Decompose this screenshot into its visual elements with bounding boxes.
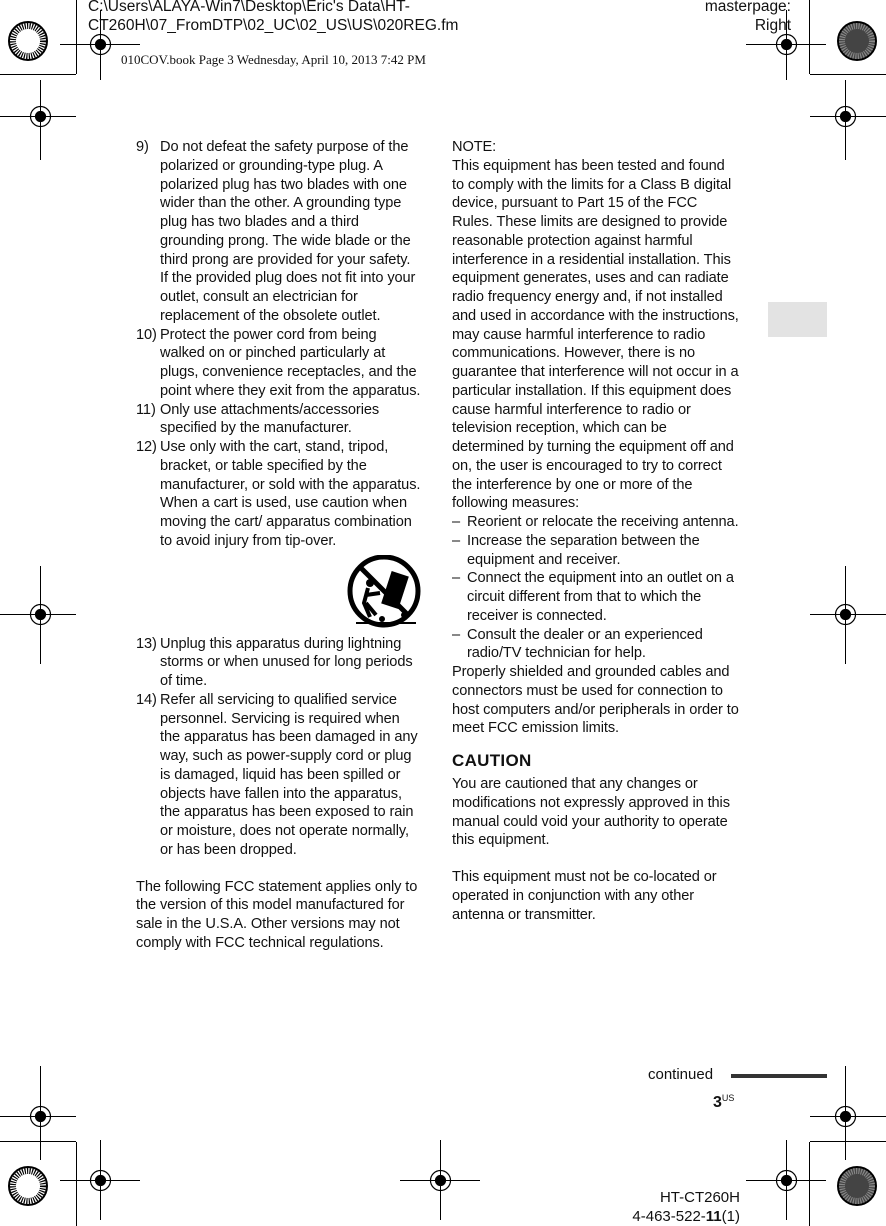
caution-heading: CAUTION xyxy=(452,751,532,770)
measure-text: Consult the dealer or an experienced radio/TV technician for help. xyxy=(467,626,703,662)
file-path-line2: CT260H\07_FromDTP\02_UC\02_US\US\020REG.fm xyxy=(88,17,459,34)
list-item xyxy=(136,138,422,326)
item-number: 12) xyxy=(136,439,157,455)
continued-rule xyxy=(731,1074,827,1078)
item-text: Only use attachments/accessories specified by the manufacturer. xyxy=(160,401,380,437)
dash-marker: – xyxy=(452,532,461,549)
measure-text: Connect the equipment into an outlet on a circuit different from that to which the receiver is connected. xyxy=(467,570,734,624)
list-item xyxy=(136,635,422,691)
cart-tip-over-warning-icon xyxy=(346,555,422,631)
dash-marker: – xyxy=(452,570,461,587)
measure-item xyxy=(452,513,740,532)
part-number-revision: 11 xyxy=(705,1208,722,1225)
colocation-text: This equipment must not be co-located or operated in conjunction with any other antenna or transmitter. xyxy=(452,869,717,923)
list-item xyxy=(136,438,422,551)
measure-item xyxy=(452,569,740,625)
dash-marker: – xyxy=(452,514,461,530)
note-label: NOTE: xyxy=(452,139,497,155)
list-item xyxy=(136,326,422,401)
item-number: 10) xyxy=(136,326,157,343)
item-text: Unplug this apparatus during lightning storms or when unused for long periods of time. xyxy=(160,635,413,689)
list-item xyxy=(136,691,422,860)
continued-label: continued xyxy=(648,1066,714,1083)
caution-text: You are cautioned that any changes or modifications not expressly approved in this manual could void your authority to operate this equipment. xyxy=(452,776,730,849)
item-text: Refer all servicing to qualified service personnel. Servicing is required when the apparatus has been damaged in any way, such as power-supply cord or plug is damaged, liquid has been spilled or objects have fallen into the apparatus, the apparatus has been exposed to rain or moisture, does not operate normally, or has been dropped. xyxy=(160,691,418,858)
shielded-cables-text: Properly shielded and grounded cables and connectors must be used for connection to host computers and/or peripherals in order to meet FCC emission limits. xyxy=(452,664,739,737)
item-number: 14) xyxy=(136,691,157,708)
masterpage-value: Right xyxy=(754,17,791,34)
note-text: This equipment has been tested and found to comply with the limits for a Class B digital device, pursuant to Part 15 of the FCC Rules. These limits are designed to provide reasonable protection against harmful interference in a residential installation. This equipment generates, uses and can radiate radio frequency energy and, if not installed and used in accordance with the instructions, may cause harmful interference to radio communications. However, there is no guarantee that interference will not occur in a particular installation. If this equipment does cause harmful interference to radio or television reception, which can be determined by turning the equipment off and on, the user is encouraged to try to correct the interference by one or more of the following measures: xyxy=(452,157,739,512)
cart-warning-figure xyxy=(136,551,422,635)
item-text: Use only with the cart, stand, tripod, bracket, or table specified by the manufacturer, or sold with the apparatus. When a cart is used, use caution when moving the cart/ apparatus combination to avoid injury from tip-over. xyxy=(160,439,421,549)
list-item xyxy=(136,401,422,439)
measure-item xyxy=(452,532,740,570)
measure-text: Reorient or relocate the receiving antenna. xyxy=(467,514,739,530)
dash-marker: – xyxy=(452,626,461,643)
page-suffix: US xyxy=(721,1093,735,1103)
section-index-tab xyxy=(768,302,827,337)
part-number-prefix: 4-463-522- xyxy=(632,1208,706,1225)
file-path-line1: C:\Users\ALAYA-Win7\Desktop\Eric's Data\HT- xyxy=(88,0,410,15)
fcc-statement: The following FCC statement applies only to the version of this model manufactured for sale in the U.S.A. Other versions may not comply with FCC technical regulations. xyxy=(136,878,418,951)
item-text: Do not defeat the safety purpose of the polarized or grounding-type plug. A polarized plug has two blades with one wider than the other. A grounding type plug has two blades and a third grounding prong. The wide blade or the third prong are provided for your safety. If the provided plug does not fit into your outlet, consult an electrician for replacement of the obsolete outlet. xyxy=(160,139,416,324)
page-number xyxy=(713,1094,734,1112)
page-number-value: 3 xyxy=(713,1094,722,1111)
book-stamp: 010COV.book Page 3 Wednesday, April 10, 2013 7:42 PM xyxy=(121,52,426,67)
item-text: Protect the power cord from being walked on or pinched particularly at plugs, convenience receptacles, and the point where they exit from the apparatus. xyxy=(160,326,421,399)
measure-item xyxy=(452,626,740,664)
part-number xyxy=(632,1207,740,1226)
measure-text: Increase the separation between the equipment and receiver. xyxy=(467,532,700,568)
part-number-suffix: (1) xyxy=(721,1208,740,1225)
left-column xyxy=(136,138,422,953)
item-number: 11) xyxy=(136,401,156,418)
masterpage-label: masterpage: xyxy=(704,0,791,15)
item-number: 13) xyxy=(136,635,157,652)
item-number: 9) xyxy=(136,139,149,155)
right-column xyxy=(452,138,740,924)
model-name: HT-CT260H xyxy=(659,1189,740,1206)
